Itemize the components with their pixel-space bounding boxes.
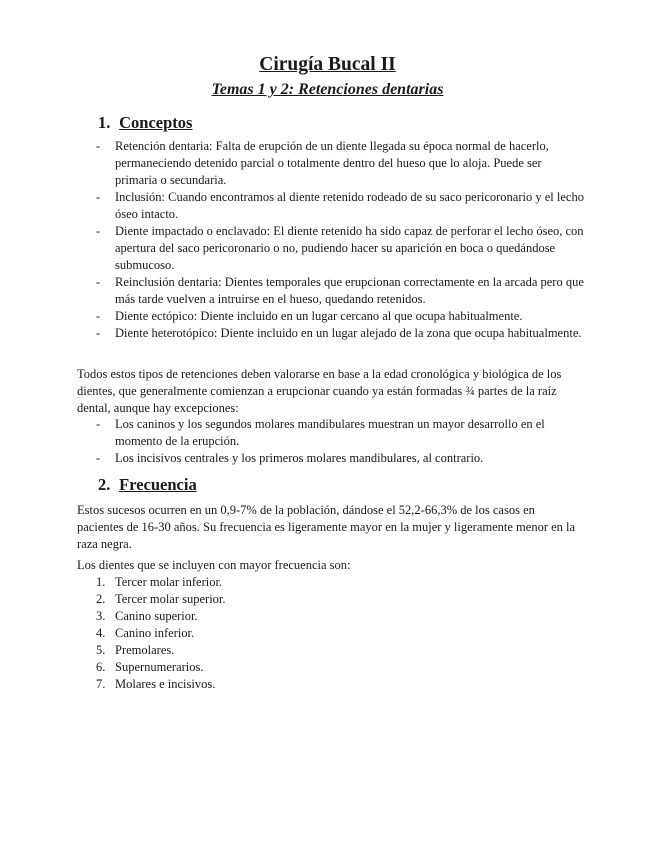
list-number: 5. xyxy=(96,643,106,657)
frequency-paragraph: Estos sucesos ocurren en un 0,9-7% de la población, dándose el 52,2-66,3% de los casos en pacientes de 16-30 años. Su frecuencia es ligeramente mayor en la mujer y ligeramente menor en la raza negra. xyxy=(77,503,576,551)
list-item-text: Diente impactado o enclavado: El diente retenido ha sido capaz de perforar el lecho óseo, con apertura del saco pericoronario o no, pudiendo hacer su aparición en boca o quedándose submucoso. xyxy=(115,224,584,272)
list-item xyxy=(96,138,586,189)
retention-paragraph: Todos estos tipos de retenciones deben valorarse en base a la edad cronológica y biológica de los dientes, que generalmente comienzan a erupcionar cuando ya están formadas ¾ partes de la raíz dental, aunque hay excepciones: xyxy=(77,367,562,415)
list-item-text: Tercer molar inferior. xyxy=(115,575,223,589)
list-number: 4. xyxy=(96,626,106,640)
section-number: 2. xyxy=(98,475,111,494)
list-item xyxy=(96,189,586,223)
list-item-text: Molares e incisivos. xyxy=(115,677,216,691)
dash-bullet: - xyxy=(96,417,101,431)
list-item xyxy=(96,625,226,642)
teeth-frequency-list xyxy=(96,574,226,693)
document-title: Cirugía Bucal II xyxy=(259,54,396,75)
list-number: 1. xyxy=(96,575,106,589)
dash-bullet: - xyxy=(96,451,101,465)
list-item xyxy=(96,659,226,676)
list-item xyxy=(96,676,226,693)
list-item xyxy=(96,325,586,342)
list-item xyxy=(96,450,586,467)
list-number: 6. xyxy=(96,660,106,674)
list-item-text: Diente heterotópico: Diente incluido en un lugar alejado de la zona que ocupa habitualmente. xyxy=(115,326,582,340)
list-item-text: Reinclusión dentaria: Dientes temporales que erupcionan correctamente en la arcada pero que más tarde vuelven a intruirse en el hueso, quedando retenidos. xyxy=(115,275,584,306)
list-item-text: Inclusión: Cuando encontramos al diente retenido rodeado de su saco pericoronario y el lecho óseo intacto. xyxy=(115,190,584,221)
dash-bullet: - xyxy=(96,326,101,340)
list-item xyxy=(96,308,586,325)
dash-bullet: - xyxy=(96,190,101,204)
list-item xyxy=(96,274,586,308)
list-item xyxy=(96,416,586,450)
list-item xyxy=(96,608,226,625)
list-item-text: Premolares. xyxy=(115,643,175,657)
list-item-text: Tercer molar superior. xyxy=(115,592,226,606)
list-number: 3. xyxy=(96,609,106,623)
list-item-text: Canino superior. xyxy=(115,609,198,623)
list-item-text: Canino inferior. xyxy=(115,626,195,640)
section-heading-frecuencia xyxy=(98,475,197,495)
exceptions-list xyxy=(96,416,586,467)
list-item xyxy=(96,642,226,659)
list-item-text: Diente ectópico: Diente incluido en un lugar cercano al que ocupa habitualmente. xyxy=(115,309,523,323)
dash-bullet: - xyxy=(96,309,101,323)
section-number: 1. xyxy=(98,113,111,132)
dash-bullet: - xyxy=(96,224,101,238)
list-number: 2. xyxy=(96,592,106,606)
section-heading-conceptos xyxy=(98,113,192,133)
list-number: 7. xyxy=(96,677,106,691)
list-item-text: Los caninos y los segundos molares mandibulares muestran un mayor desarrollo en el momento de la erupción. xyxy=(115,417,545,448)
list-item xyxy=(96,591,226,608)
section-title: Frecuencia xyxy=(119,475,197,494)
concepts-list xyxy=(96,138,586,342)
document-subtitle: Temas 1 y 2: Retenciones dentarias xyxy=(211,81,444,98)
list-item xyxy=(96,574,226,591)
list-item-text: Los incisivos centrales y los primeros molares mandibulares, al contrario. xyxy=(115,451,484,465)
frequency-intro: Los dientes que se incluyen con mayor frecuencia son: xyxy=(77,558,351,572)
list-item-text: Supernumerarios. xyxy=(115,660,204,674)
list-item xyxy=(96,223,586,274)
dash-bullet: - xyxy=(96,139,101,153)
list-item-text: Retención dentaria: Falta de erupción de un diente llegada su época normal de hacerlo, permaneciendo detenido parcial o totalmente dentro del hueso que lo aloja. Puede ser primaria o secundaria. xyxy=(115,139,549,187)
dash-bullet: - xyxy=(96,275,101,289)
section-title: Conceptos xyxy=(119,113,193,132)
